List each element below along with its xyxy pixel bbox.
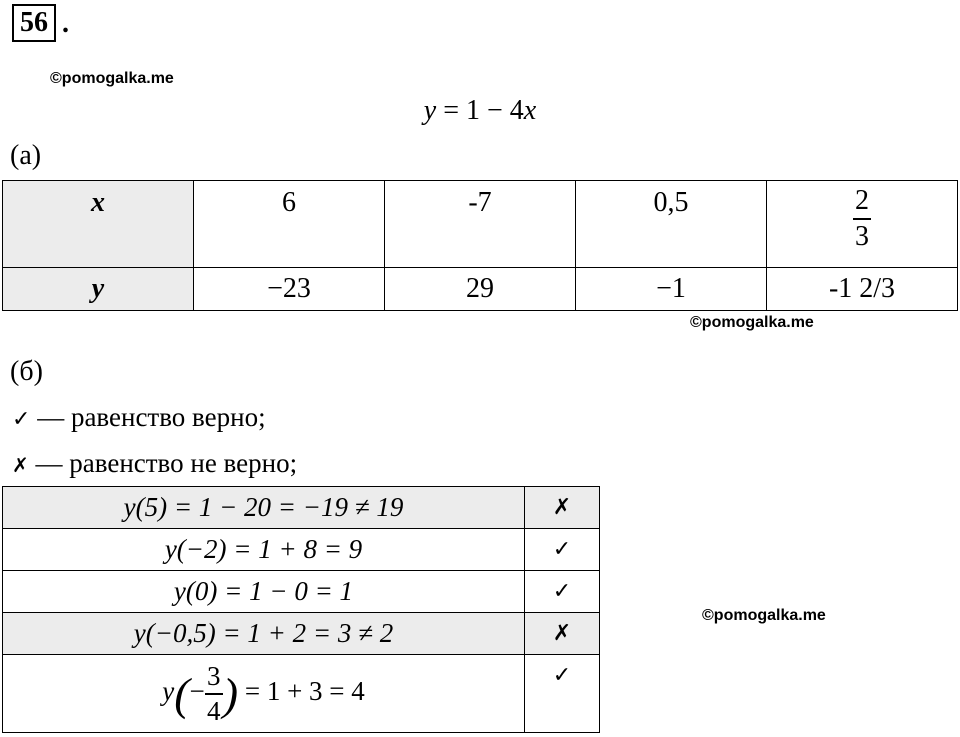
fraction-numerator: 2: [855, 185, 869, 216]
check-icon: ✓: [525, 571, 600, 613]
check-expression: y(−0,5) = 1 + 2 = 3 ≠ 2: [3, 613, 525, 655]
check-row: [3, 487, 600, 529]
fraction-denominator: 3: [855, 221, 869, 252]
function-name: y: [162, 675, 175, 706]
x-value: -7: [385, 181, 576, 268]
check-row: [3, 571, 600, 613]
values-table: [2, 180, 958, 311]
x-row: [3, 181, 958, 268]
y-value: −1: [576, 268, 767, 311]
minus-sign: −: [189, 675, 205, 706]
part-a-label: (а): [10, 140, 42, 171]
check-row: [3, 613, 600, 655]
right-paren: ): [222, 668, 239, 719]
check-icon: ✓: [525, 655, 600, 733]
check-icon: ✓: [12, 407, 31, 432]
check-row: [3, 655, 600, 733]
equation-y: y: [423, 95, 437, 126]
equation-x: x: [523, 95, 537, 126]
check-expression: y(−2) = 1 + 8 = 9: [3, 529, 525, 571]
legend-incorrect: [12, 448, 297, 479]
legend-correct-text: — равенство верно;: [30, 402, 266, 432]
watermark: ©pomogalka.me: [702, 607, 826, 624]
y-value: 29: [385, 268, 576, 311]
fraction-denominator: 4: [207, 695, 221, 726]
cross-icon: ✗: [525, 487, 600, 529]
y-value: -1 2/3: [767, 268, 958, 311]
check-expression: y(5) = 1 − 20 = −19 ≠ 19: [3, 487, 525, 529]
equation-rest: = 1 − 4: [436, 95, 524, 126]
cross-icon: ✗: [12, 453, 29, 477]
cross-icon: ✗: [525, 613, 600, 655]
left-paren: (: [174, 668, 190, 719]
y-value: −23: [194, 268, 385, 311]
legend-incorrect-text: — равенство не верно;: [28, 448, 298, 478]
check-table: [2, 486, 600, 733]
check-icon: ✓: [525, 529, 600, 571]
fraction-bar: [205, 693, 223, 695]
x-value-fraction: [767, 181, 958, 268]
fraction-numerator: 3: [207, 660, 221, 691]
equation: [0, 95, 960, 127]
y-header: y: [3, 268, 194, 311]
check-row: [3, 529, 600, 571]
x-header: x: [3, 181, 194, 268]
x-value: 6: [194, 181, 385, 268]
x-value: 0,5: [576, 181, 767, 268]
y-row: [3, 268, 958, 311]
problem-number-dot: .: [62, 8, 69, 39]
expression-result: = 1 + 3 = 4: [238, 675, 365, 706]
watermark: ©pomogalka.me: [690, 314, 814, 331]
watermark: ©pomogalka.me: [50, 70, 174, 87]
legend-correct: [12, 402, 266, 433]
problem-number: 56: [12, 4, 56, 42]
fraction-bar: [853, 218, 871, 220]
check-expression: y(0) = 1 − 0 = 1: [3, 571, 525, 613]
part-b-label: (б): [10, 356, 43, 387]
check-expression-fraction: [3, 655, 525, 733]
